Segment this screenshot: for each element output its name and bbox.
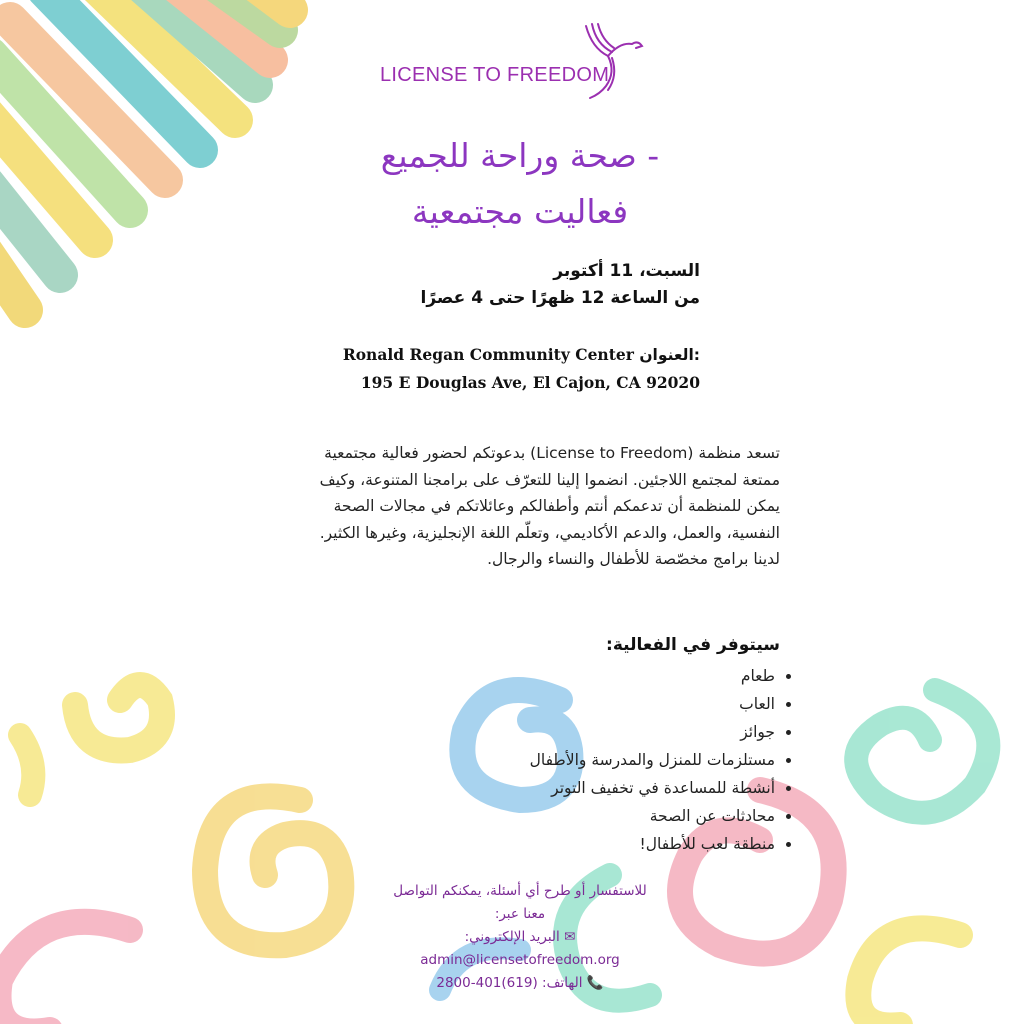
phone-label: الهاتف: (542, 975, 583, 991)
list-item: • منطقة لعب للأطفال! (380, 830, 775, 858)
email-label-row (300, 926, 740, 949)
event-title-line-1: - صحة وراحة للجميع (380, 136, 660, 175)
list-item: • محادثات عن الصحة (380, 802, 775, 830)
contact-section (300, 880, 740, 995)
event-title-line-2: فعاليت مجتمعية (411, 192, 629, 231)
email-label: البريد الإلكتروني: (464, 929, 560, 945)
address-street: 195 E Douglas Ave, El Cajon, CA 92020 (360, 373, 700, 392)
logo-text: LICENSE TO FREEDOM (380, 64, 610, 86)
features-title: سيتوفر في الفعالية: (606, 635, 780, 655)
logo (378, 22, 648, 102)
intro-paragraph: تسعد منظمة (License to Freedom) بدعوتكم لحضور فعالية مجتمعية ممتعة لمجتمع اللاجئين. انضموا إلينا للتعرّف على برامجنا المتنوعة، وكيف يمكن للمنظمة أن تدعمكم أنتم وأطفالكم وعائلاتكم في مجالات الصحة النفسية، والعمل، والدعم الأكاديمي، وتعلّم اللغة الإنجليزية، وغيرها الكثير. لدينا برامج مخصّصة للأطفال والنساء والرجال. (319, 444, 780, 568)
contact-intro-line-1: للاستفسار أو طرح أي أسئلة، يمكنكم التواصل (393, 883, 647, 899)
phone-row (300, 972, 740, 995)
features-list (380, 662, 793, 858)
dove-logo-icon (578, 22, 648, 102)
list-item: • أنشطة للمساعدة في تخفيف التوتر (380, 774, 775, 802)
event-address (290, 341, 700, 396)
contact-intro-line-2: معنا عبر: (494, 906, 546, 922)
event-datetime (300, 258, 700, 312)
address-line-1 (290, 341, 700, 369)
address-label: العنوان: (639, 346, 700, 364)
list-item: • مستلزمات للمنزل والمدرسة والأطفال (380, 746, 775, 774)
list-item: • طعام (380, 662, 775, 690)
event-date: السبت، 11 أكتوبر (553, 261, 700, 281)
email-icon: ✉ (564, 929, 576, 945)
list-item: • جوائز (380, 718, 775, 746)
phone-number[interactable]: (619)401-2800 (436, 975, 538, 991)
event-time: من الساعة 12 ظهرًا حتى 4 عصرًا (420, 288, 700, 308)
phone-icon: 📞 (586, 975, 604, 991)
venue-name: Ronald Regan Community Center (342, 345, 634, 364)
list-item: • العاب (380, 690, 775, 718)
email-link[interactable]: admin@licensetofreedom.org (420, 952, 620, 968)
event-title (260, 128, 780, 240)
